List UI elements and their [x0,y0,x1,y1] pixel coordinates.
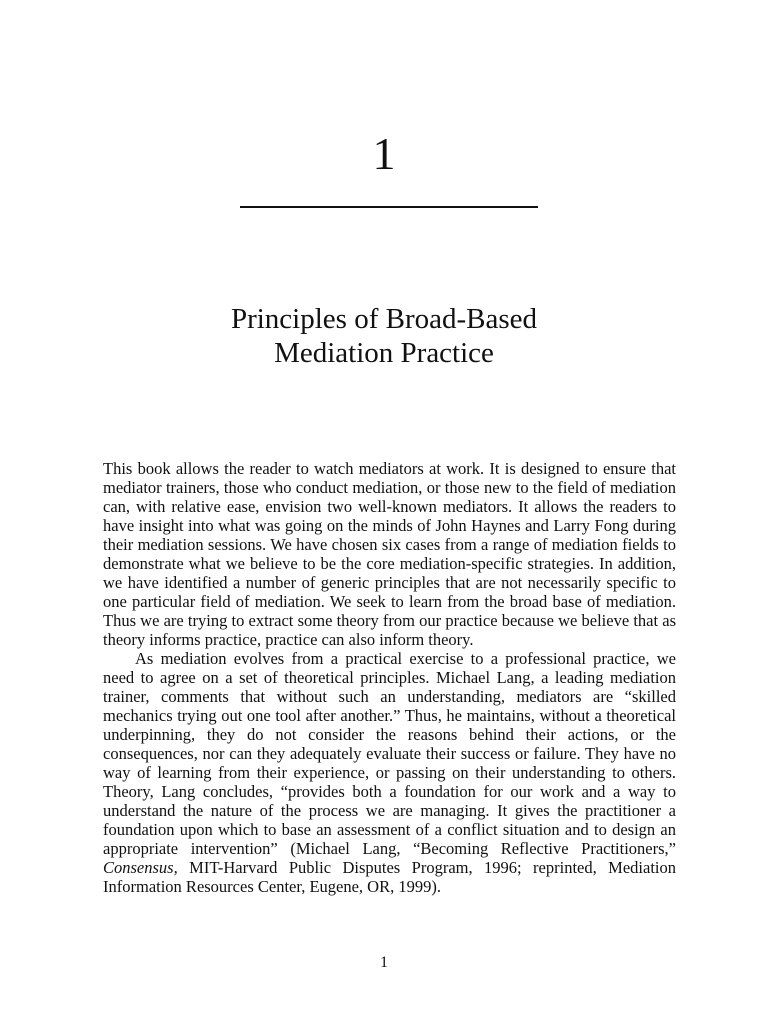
body-text [103,459,676,896]
paragraph-2 [103,649,676,896]
paragraph-2-text-end: MIT-Harvard Public Disputes Program, 1996; reprinted, Mediation Information Resources Center, Eugene, OR, 1999). [103,858,676,896]
chapter-number: 1 [372,128,396,179]
paragraph-2-text: As mediation evolves from a practical exercise to a professional practice, we need to agree on a set of theoretical principles. Michael Lang, a leading mediation trainer, comments that without such an understanding, mediators are “skilled mechanics trying out one tool after another.” Thus, he maintains, without a theoretical underpinning, they do not consider the reasons behind their actions, or the consequences, nor can they adequately evaluate their success or failure. They have no way of learning from their experience, or passing on their understanding to others. Theory, Lang concludes, “provides both a foundation for our work and a way to understand the nature of the process we are managing. It gives the practitioner a foundation upon which to base an assessment of a conflict situation and to design an appropriate intervention” (Michael Lang, “Becoming Reflective Practitioners,” [103,649,676,858]
journal-title: Consensus, [103,858,178,877]
page-number: 1 [380,954,388,971]
chapter-divider-rule [240,206,538,208]
chapter-title-line-2: Mediation Practice [274,337,494,369]
chapter-title-line-1: Principles of Broad-Based [230,303,538,335]
chapter-title [0,302,768,370]
paragraph-1: This book allows the reader to watch mediators at work. It is designed to ensure that mediator trainers, those who conduct mediation, or those new to the field of mediation can, with relative ease, envision two well-known mediators. It allows the readers to have insight into what was going on the minds of John Haynes and Larry Fong during their mediation sessions. We have chosen six cases from a range of mediation fields to demonstrate what we believe to be the core mediation-specific strategies. In addition, we have identified a number of generic principles that are not necessarily specific to one particular field of mediation. We seek to learn from the broad base of mediation. Thus we are trying to extract some theory from our practice because we believe that as theory informs practice, practice can also inform theory. [103,459,676,649]
